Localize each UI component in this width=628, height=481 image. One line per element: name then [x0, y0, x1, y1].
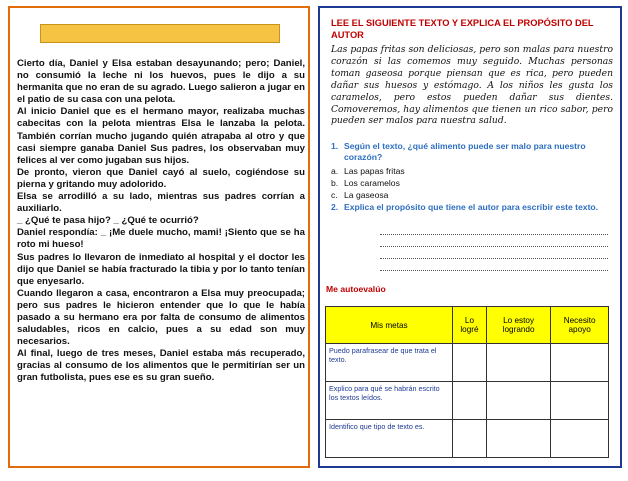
activity-text: Las papas fritas son deliciosas, pero son malas para nuestro corazón si las comemos muy seguido. Muchas personas toman gaseosa porque piensan que es rica, pero pueden dañar sus huesos y estómago. A los niños les gusta los caramelos, pero estos pueden dañar sus dientes. Comoveremos, hay alimentos que tienen un rico sabor, pero pueden ser malos para nuestra salud. [331, 44, 613, 127]
option-letter: b. [331, 178, 339, 188]
story-paragraph: Al inicio Daniel que es el hermano mayor, realizaba muchas cabecitas con la pelota mientras Elsa le lanzaba la pelota. También corrían mucho jugando quién atrapaba al otro y que casi siempre ganaba Daniel Sus padres, los observaban muy felices al ver como jugaban sus hijos. [17, 106, 305, 166]
table-row [326, 344, 609, 382]
table-header-row [326, 307, 609, 344]
question-1 [331, 141, 613, 162]
meta-cell: Puedo parafrasear de que trata el texto. [326, 344, 453, 382]
story-paragraph: Al final, luego de tres meses, Daniel estaba más recuperado, gracias al consumo de los alimentos que le permitirían ser un gran futbolista, pues ese es su gran sueño. [17, 348, 305, 384]
header-logre: Lo logré [453, 307, 487, 344]
header-metas: Mis metas [326, 307, 453, 344]
option-letter: c. [331, 190, 338, 200]
autoeval-table [325, 306, 609, 458]
story-paragraph: _ ¿Qué te pasa hijo? _ ¿Qué te ocurrió? [17, 215, 199, 227]
option-text: Los caramelos [344, 178, 400, 188]
checkbox-cell[interactable] [551, 344, 609, 382]
answer-line[interactable] [380, 270, 608, 271]
story-paragraph: Elsa se arrodilló a su lado, mientras sus padres corrían a auxiliarlo. [17, 191, 305, 215]
option-text: La gaseosa [344, 190, 389, 200]
option-text: Las papas fritas [344, 166, 405, 176]
question-2-text: Explica el propósito que tiene el autor para escribir este texto. [344, 202, 599, 212]
story-text [17, 58, 305, 385]
autoeval-title: Me autoevalúo [326, 284, 386, 294]
table-row [326, 382, 609, 420]
checkbox-cell[interactable] [453, 382, 487, 420]
question-1-text: Según el texto, ¿qué alimento puede ser malo para nuestro corazón? [344, 141, 586, 162]
checkbox-cell[interactable] [486, 420, 550, 458]
answer-line[interactable] [380, 234, 608, 235]
activity-panel [318, 6, 622, 468]
checkbox-cell[interactable] [551, 382, 609, 420]
checkbox-cell[interactable] [486, 382, 550, 420]
answer-line[interactable] [380, 246, 608, 247]
table-row [326, 420, 609, 458]
header-apoyo: Necesito apoyo [551, 307, 609, 344]
story-paragraph: Daniel respondía: _ ¡Me duele mucho, mami! ¡Siento que se ha roto mi hueso! [17, 227, 305, 251]
question-2 [331, 202, 613, 213]
story-paragraph: Sus padres lo llevaron de inmediato al hospital y el doctor les dijo que Daniel se había fracturado la tibia y por lo tanto tenían que enyesarlo. [17, 251, 305, 287]
checkbox-cell[interactable] [551, 420, 609, 458]
story-paragraph: Cierto día, Daniel y Elsa estaban desayunando; pero; Daniel, no consumió la leche ni los huevos, pues le dijo a su hermanita que no eran de su agrado. Luego salieron a jugar en el patio de su casa con una pelota. [17, 58, 305, 106]
option-c [331, 190, 388, 200]
activity-title: LEE EL SIGUIENTE TEXTO Y EXPLICA EL PROPÓSITO DEL AUTOR [331, 18, 594, 40]
option-letter: a. [331, 166, 339, 176]
story-paragraph: De pronto, vieron que Daniel cayó al suelo, cogiéndose su pierna y gritando muy adolorido. [17, 166, 305, 190]
story-panel [8, 6, 310, 468]
meta-cell: Explico para qué se habrán escrito los textos leídos. [326, 382, 453, 420]
option-b [331, 178, 400, 188]
checkbox-cell[interactable] [453, 420, 487, 458]
meta-cell: Identifico que tipo de texto es. [326, 420, 453, 458]
title-bar [40, 24, 280, 43]
checkbox-cell[interactable] [486, 344, 550, 382]
story-paragraph: Cuando llegaron a casa, encontraron a Elsa muy preocupada; pero sus padres le hicieron entender que lo que le había pasado a su hermano era por falta de consumo de alimentos saludables, ricos en calcio, pues a su edad son muy necesarios. [17, 287, 305, 348]
header-logrando: Lo estoy logrando [486, 307, 550, 344]
answer-line[interactable] [380, 258, 608, 259]
option-a [331, 166, 405, 176]
question-1-number: 1. [331, 141, 339, 151]
question-2-number: 2. [331, 202, 339, 212]
checkbox-cell[interactable] [453, 344, 487, 382]
